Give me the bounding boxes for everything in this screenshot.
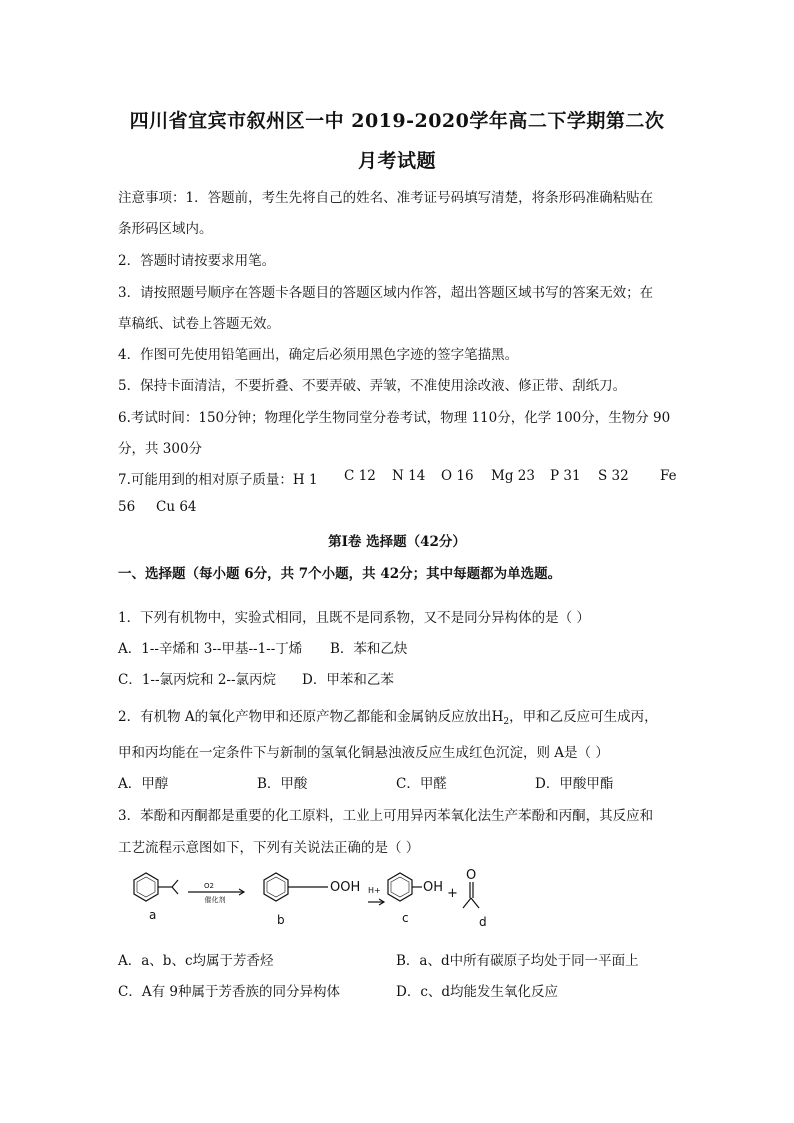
atom-mass: N 14 xyxy=(392,468,426,484)
section-instructions: 一、选择题（每小题 6分，共 7个小题，共 42分；其中每题都为单选题。 xyxy=(118,566,562,582)
arrow1-bottom-label: 催化剂 xyxy=(204,896,226,904)
ooh-group: OOH xyxy=(330,880,361,895)
arrow1-top-label: O2 xyxy=(204,882,214,890)
q3-option-b: B．a、d中所有碳原子均处于同一平面上 xyxy=(396,953,639,969)
note-line: 条形码区域内。 xyxy=(118,221,213,237)
atom-mass: 56 xyxy=(118,499,136,515)
q2-stem-part2: ，甲和乙反应可生成丙， xyxy=(509,709,658,725)
oh-group: OH xyxy=(423,880,444,895)
note-line: 分，共 300分 xyxy=(118,441,203,457)
benzene-inner-a xyxy=(137,877,155,897)
q2-option-d: D．甲酸甲酯 xyxy=(535,776,614,792)
section-title: 第Ⅰ卷 选择题（42分） xyxy=(328,534,466,550)
label-d: d xyxy=(479,915,487,929)
q3-stem-line2: 工艺流程示意图如下，下列有关说法正确的是（ ） xyxy=(118,840,420,856)
note-line: 5．保持卡面清洁，不要折叠、不要弄破、弄皱，不准使用涂改液、修正带、刮纸刀。 xyxy=(118,378,627,394)
note-line: 4．作图可先使用铅笔画出，确定后必须用黑色字迹的签字笔描黑。 xyxy=(118,347,519,363)
atomic-mass-line2 xyxy=(118,499,197,515)
atom-mass: Fe xyxy=(660,468,677,484)
q1-option-d: D．甲苯和乙苯 xyxy=(302,672,394,688)
h2-subscript: 2 xyxy=(503,717,510,727)
q3-stem-line1: 3．苯酚和丙酮都是重要的化工原料，工业上可用异丙苯氧化法生产苯酚和丙酮，其反应和 xyxy=(118,808,654,824)
arrow2-top-label: H+ xyxy=(368,886,381,895)
note-line: 注意事项：1．答题前，考生先将自己的姓名、准考证号码填写清楚，将条形码准确粘贴在 xyxy=(118,190,654,206)
label-b: b xyxy=(277,913,285,927)
q2-stem-part1: 2．有机物 A的氧化产物甲和还原产物乙都能和金属钠反应放出 xyxy=(118,709,492,725)
q2-option-b: B．甲酸 xyxy=(257,776,308,792)
q1-option-b: B．苯和乙炔 xyxy=(330,641,408,657)
q3-option-c: C．A有 9种属于芳香族的同分异构体 xyxy=(118,984,340,1000)
atom-mass: C 12 xyxy=(344,468,376,484)
note-line: 3．请按照题号顺序在答题卡各题目的答题区域内作答，超出答题区域书写的答案无效；在 xyxy=(118,285,654,301)
q2-option-c: C．甲醛 xyxy=(396,776,447,792)
reaction-scheme xyxy=(118,864,538,932)
q1-option-c: C．1--氯丙烷和 2--氯丙烷 xyxy=(118,672,277,688)
q2-stem-line1 xyxy=(118,705,658,727)
h2-symbol: H xyxy=(491,709,504,725)
atomic-mass-line xyxy=(118,468,677,488)
note-line: 草稿纸、试卷上答题无效。 xyxy=(118,316,280,332)
exam-title-line1: 四川省宜宾市叙州区一中 2019-2020学年高二下学期第二次 xyxy=(129,110,665,132)
q1-stem: 1．下列有机物中，实验式相同，且既不是同系物，又不是同分异构体的是（ ） xyxy=(118,610,590,626)
carbonyl-o: O xyxy=(466,868,477,883)
exam-title-line2: 月考试题 xyxy=(357,150,436,172)
note-line: 2．答题时请按要求用笔。 xyxy=(118,253,276,269)
atom-mass: Mg 23 xyxy=(491,468,535,484)
q2-stem-line2: 甲和丙均能在一定条件下与新制的氢氧化铜悬浊液反应生成红色沉淀，则 A是（ ） xyxy=(118,745,609,761)
atom-mass: S 32 xyxy=(598,468,629,484)
q1-option-a: A．1--辛烯和 3--甲基--1--丁烯 xyxy=(118,641,303,657)
atomic-mass-label: 7.可能用到的相对原子质量：H 1 xyxy=(118,472,318,488)
label-c: c xyxy=(402,911,409,925)
atom-mass: O 16 xyxy=(441,468,474,484)
atom-mass: Cu 64 xyxy=(156,499,197,515)
label-a: a xyxy=(149,908,157,922)
plus-sign: + xyxy=(447,886,458,901)
q2-option-a: A．甲醇 xyxy=(118,776,169,792)
q3-option-a: A．a、b、c均属于芳香烃 xyxy=(118,953,274,969)
atom-mass: P 31 xyxy=(550,468,581,484)
note-line: 6.考试时间：150分钟；物理化学生物同堂分卷考试，物理 110分，化学 100分，生物分 90 xyxy=(118,410,671,426)
q3-option-d: D．c、d均能发生氧化反应 xyxy=(396,984,559,1000)
